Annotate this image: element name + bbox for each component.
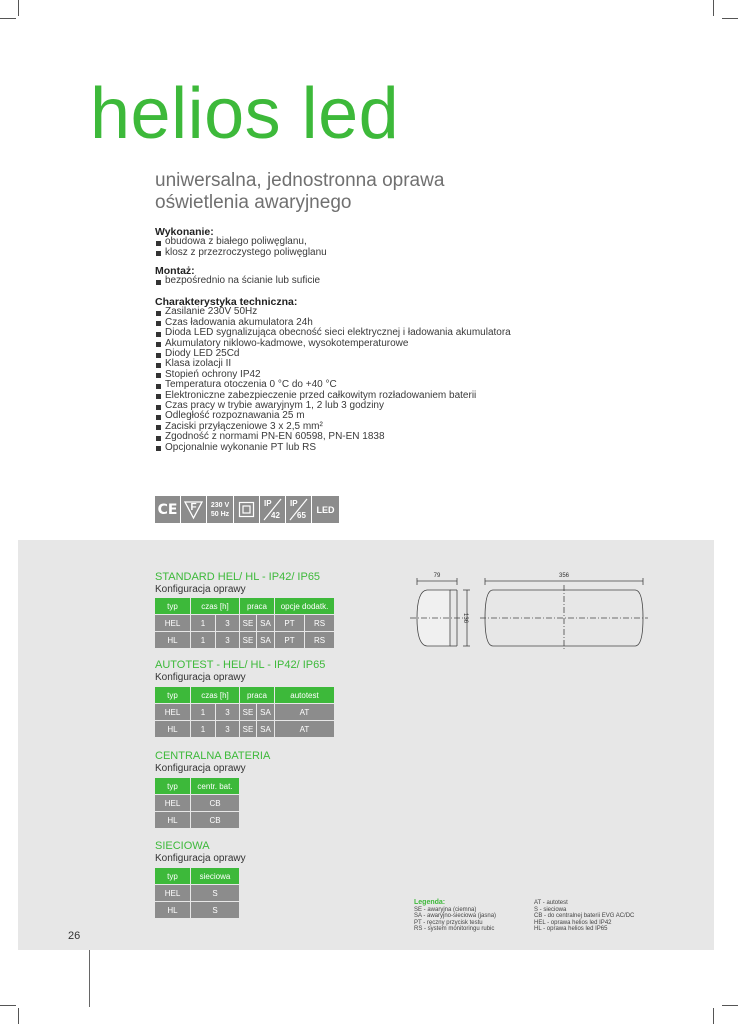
list-item: Zasilanie 230V 50Hz — [155, 307, 511, 317]
list-item: Odległość rozpoznawania 25 m — [155, 411, 511, 421]
table-row — [155, 615, 334, 631]
crop-mark — [713, 0, 714, 16]
voltage-label: 230 V — [210, 501, 230, 509]
list-item: Zaciski przyłączeniowe 3 x 2,5 mm² — [155, 422, 511, 432]
f-mark-label: F — [190, 502, 197, 513]
wykonanie-section — [155, 227, 327, 258]
centralna-header-row — [155, 778, 239, 794]
crop-mark — [0, 1005, 16, 1006]
header-cell: typ — [155, 868, 190, 884]
header-cell: centr. bat. — [191, 778, 239, 794]
ip42-number: 42 — [271, 511, 280, 520]
table-cell: SA — [257, 615, 274, 631]
sieciowa-header-row — [155, 868, 239, 884]
legend-item: PT - ręczny przycisk testu — [414, 919, 483, 926]
table-row — [155, 632, 334, 648]
crop-mark — [713, 1008, 714, 1024]
table-cell: PT — [275, 632, 304, 648]
list-item: Czas pracy w trybie awaryjnym 1, 2 lub 3 godziny — [155, 401, 511, 411]
legend-item: RS - system monitoringu rubic — [414, 926, 495, 933]
ip65-badge — [286, 496, 311, 523]
legend-item: HL - oprawa helios led IP65 — [534, 926, 608, 933]
table-cell: 1 — [191, 704, 215, 720]
table-cell: CB — [191, 795, 239, 811]
list-item: Opcjonalnie wykonanie PT lub RS — [155, 443, 511, 453]
header-cell: praca — [240, 687, 274, 703]
crop-mark — [0, 18, 16, 19]
table-cell: SA — [257, 632, 274, 648]
table-cell: HL — [155, 902, 190, 918]
legend-heading: Legenda: — [414, 899, 446, 906]
charakterystyka-section — [155, 297, 511, 453]
class-ii-icon — [234, 496, 259, 523]
table-row — [155, 885, 239, 901]
legend-item: HEL - oprawa helios led IP42 — [534, 919, 612, 926]
list-item: obudowa z białego poliwęglanu, — [155, 237, 327, 247]
product-title: helios led — [90, 74, 400, 154]
table-cell: RS — [305, 632, 334, 648]
table-row — [155, 721, 334, 737]
header-cell: typ — [155, 687, 190, 703]
table-cell: HEL — [155, 615, 190, 631]
table-cell: 3 — [216, 704, 239, 720]
table-cell: S — [191, 885, 239, 901]
table-cell: HL — [155, 721, 190, 737]
table-cell: 1 — [191, 615, 215, 631]
list-item: Temperatura otoczenia 0 °C do +40 °C — [155, 380, 511, 390]
sieciowa-title: SIECIOWA — [155, 840, 210, 852]
autotest-title: AUTOTEST - HEL/ HL - IP42/ IP65 — [155, 659, 326, 671]
table-cell: SA — [257, 704, 274, 720]
section-heading: Montaż: — [155, 265, 195, 277]
side-view-drawing — [410, 578, 470, 646]
table-row — [155, 795, 239, 811]
frequency-label: 50 Hz — [210, 510, 230, 518]
subtitle-line: oświetlenia awaryjnego — [155, 192, 352, 213]
table-cell: SE — [240, 704, 256, 720]
voltage-badge — [207, 496, 233, 523]
table-cell: S — [191, 902, 239, 918]
table-row — [155, 902, 239, 918]
list-item: Czas ładowania akumulatora 24h — [155, 318, 511, 328]
legend-item: AT - autotest — [534, 900, 568, 906]
header-cell: typ — [155, 598, 190, 614]
legend-item: SE - awaryjna (ciemna) — [414, 906, 477, 913]
table-cell: PT — [275, 615, 304, 631]
dimension-depth: 79 — [433, 573, 441, 579]
page-number: 26 — [68, 930, 81, 942]
list-item: Diody LED 25Cd — [155, 349, 511, 359]
table-cell: SE — [240, 615, 256, 631]
list-item: Klasa izolacji II — [155, 359, 511, 369]
ip65-number: 65 — [297, 511, 306, 520]
crop-mark — [722, 1005, 738, 1006]
centralna-subtitle: Konfiguracja oprawy — [155, 763, 246, 774]
header-cell: czas [h] — [191, 598, 239, 614]
table-cell: AT — [275, 721, 334, 737]
list-item: bezpośrednio na ścianie lub suficie — [155, 276, 320, 286]
ip65-top: IP — [290, 499, 298, 508]
certification-badges — [155, 496, 339, 523]
table-cell: HEL — [155, 795, 190, 811]
header-cell: typ — [155, 778, 190, 794]
list-item: Stopień ochrony IP42 — [155, 370, 511, 380]
f-mark-icon — [181, 496, 206, 523]
header-cell: praca — [240, 598, 274, 614]
table-cell: AT — [275, 704, 334, 720]
sieciowa-subtitle: Konfiguracja oprawy — [155, 853, 246, 864]
led-badge: LED — [312, 496, 339, 523]
list-item: Akumulatory niklowo-kadmowe, wysokotemperaturowe — [155, 339, 511, 349]
crop-mark — [18, 0, 19, 16]
list-item: klosz z przezroczystego poliwęglanu — [155, 248, 327, 258]
table-row — [155, 704, 334, 720]
table-cell: HEL — [155, 704, 190, 720]
table-cell: SA — [257, 721, 274, 737]
ip42-badge — [260, 496, 285, 523]
montaz-section — [155, 266, 320, 287]
table-cell: 1 — [191, 721, 215, 737]
ip42-top: IP — [264, 499, 272, 508]
list-item: Dioda LED sygnalizująca obecność sieci elektrycznej i ładowania akumulatora — [155, 328, 511, 338]
table-cell: HEL — [155, 885, 190, 901]
legend-right — [534, 900, 634, 933]
dimension-height: 136 — [462, 612, 468, 624]
header-cell: czas [h] — [191, 687, 239, 703]
double-square-icon — [234, 496, 259, 523]
ce-mark-icon: CE — [155, 496, 180, 523]
table-cell: SE — [240, 721, 256, 737]
crop-mark — [18, 1008, 19, 1024]
table-cell: RS — [305, 615, 334, 631]
header-cell: autotest — [275, 687, 334, 703]
technical-drawing — [405, 565, 705, 655]
table-cell: CB — [191, 812, 239, 828]
header-cell: sieciowa — [191, 868, 239, 884]
standard-header-row — [155, 598, 334, 614]
dimension-width: 356 — [558, 573, 570, 579]
list-item: Elektroniczne zabezpieczenie przed całkowitym rozładowaniem baterii — [155, 391, 511, 401]
legend-item: CB - do centralnej baterii EVG AC/DC — [534, 913, 635, 920]
legend-item: S - sieciowa — [534, 906, 567, 913]
table-cell: 3 — [216, 615, 239, 631]
autotest-subtitle: Konfiguracja oprawy — [155, 672, 246, 683]
table-cell: 3 — [216, 632, 239, 648]
subtitle-line: uniwersalna, jednostronna oprawa — [155, 170, 445, 191]
section-heading: Charakterystyka techniczna: — [155, 296, 298, 308]
table-cell: SE — [240, 632, 256, 648]
table-cell: HL — [155, 812, 190, 828]
autotest-header-row — [155, 687, 334, 703]
legend-item: SA - awaryjno-sieciowa (jasna) — [414, 913, 497, 920]
table-row — [155, 812, 239, 828]
table-cell: 3 — [216, 721, 239, 737]
product-subtitle — [155, 170, 444, 214]
section-heading: Wykonanie: — [155, 226, 214, 238]
table-cell: HL — [155, 632, 190, 648]
list-item: Zgodność z normami PN-EN 60598, PN-EN 1838 — [155, 432, 511, 442]
table-cell: 1 — [191, 632, 215, 648]
front-view-drawing — [480, 578, 648, 651]
legend-left — [414, 900, 496, 933]
standard-title: STANDARD HEL/ HL - IP42/ IP65 — [155, 571, 321, 583]
header-cell: opcje dodatk. — [275, 598, 334, 614]
centralna-title: CENTRALNA BATERIA — [155, 750, 271, 762]
standard-subtitle: Konfiguracja oprawy — [155, 584, 246, 595]
crop-mark — [722, 18, 738, 19]
